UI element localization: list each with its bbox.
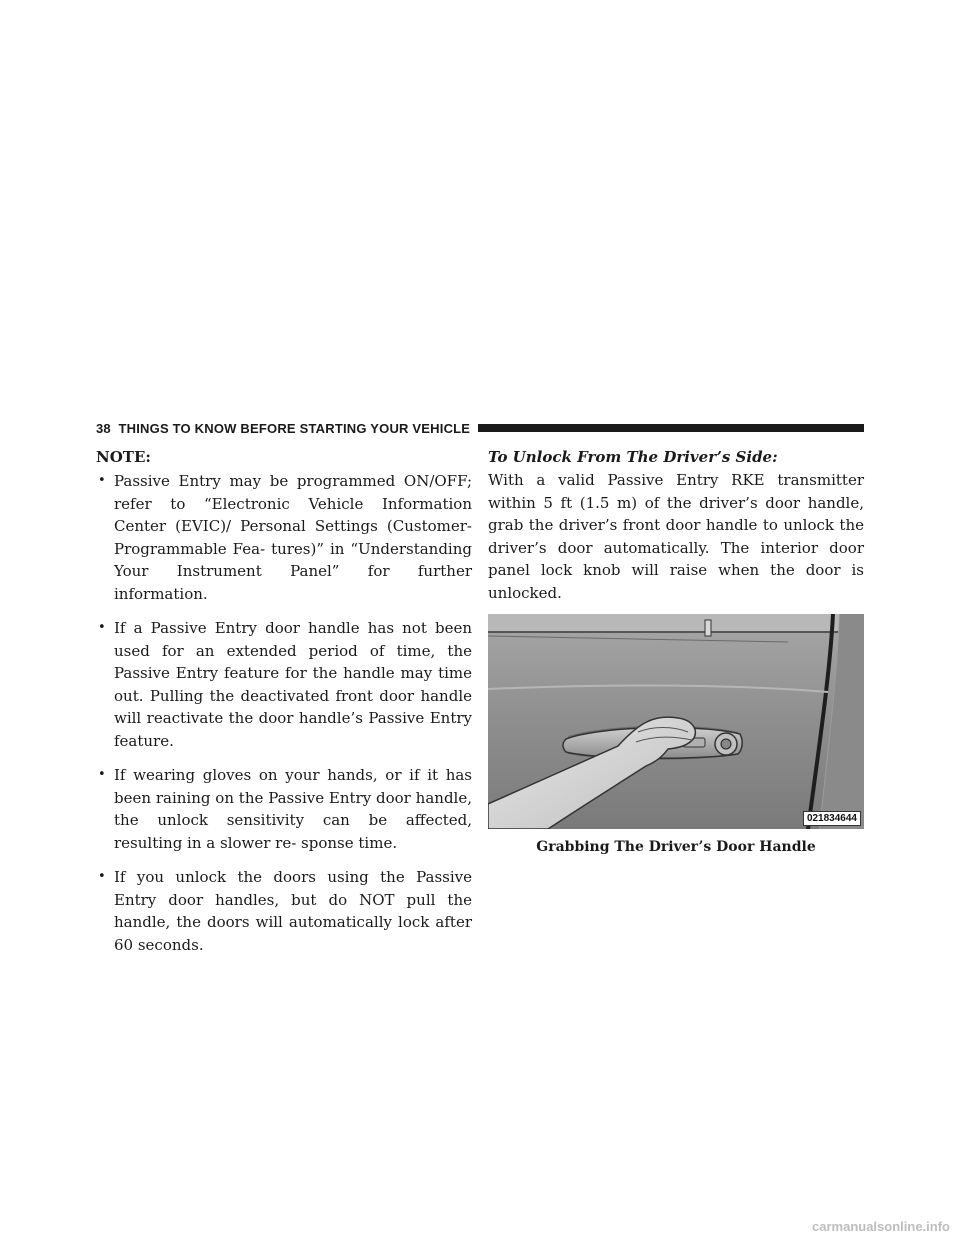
header-text — [96, 421, 470, 436]
note-label: NOTE: — [96, 448, 151, 466]
header-rule — [478, 424, 864, 432]
bullet-icon: • — [98, 473, 106, 488]
list-item — [96, 764, 472, 854]
page-header — [96, 418, 864, 438]
list-item — [96, 470, 472, 605]
bullet-text: If you unlock the doors using the Passive Entry door handles, but do NOT pull the handle, the doors will automatically lock after 60 seconds. — [114, 868, 472, 954]
bullet-icon: • — [98, 767, 106, 782]
watermark: carmanualsonline.info — [812, 1219, 950, 1234]
unlock-paragraph: With a valid Passive Entry RKE transmitter within 5 ft (1.5 m) of the driver’s door handle, grab the driver’s front door handle to unlock the driver’s door automatically. The interior door panel lock knob will raise when the door is unlocked. — [488, 471, 864, 602]
door-handle-figure — [488, 614, 864, 829]
figure-id: 021834644 — [803, 811, 861, 826]
bullet-text: Passive Entry may be programmed ON/OFF; refer to “Electronic Vehicle Information Center (EVIC)/ Personal Settings (Customer-Programmable Fea- tures)” in “Understanding Your Instrument Panel” for further information. — [114, 472, 472, 603]
list-item — [96, 866, 472, 956]
list-item — [96, 617, 472, 752]
right-column — [488, 448, 864, 855]
bullet-icon: • — [98, 869, 106, 884]
left-column — [96, 448, 472, 968]
door-handle-illustration — [488, 614, 864, 829]
bullet-icon: • — [98, 620, 106, 635]
bullet-text: If a Passive Entry door handle has not been used for an extended period of time, the Passive Entry feature for the handle may time out. Pulling the deactivated front door handle will reactivate the door handle’s Passive Entry feature. — [114, 619, 472, 750]
unlock-heading: To Unlock From The Driver’s Side: — [488, 448, 778, 466]
section-title: THINGS TO KNOW BEFORE STARTING YOUR VEHICLE — [118, 420, 471, 436]
page-number: 38 — [96, 420, 111, 436]
bullet-text: If wearing gloves on your hands, or if it has been raining on the Passive Entry door handle, the unlock sensitivity can be affected, resulting in a slower re- sponse time. — [114, 766, 472, 852]
note-bullet-list — [96, 470, 472, 956]
figure-caption: Grabbing The Driver’s Door Handle — [536, 839, 816, 855]
